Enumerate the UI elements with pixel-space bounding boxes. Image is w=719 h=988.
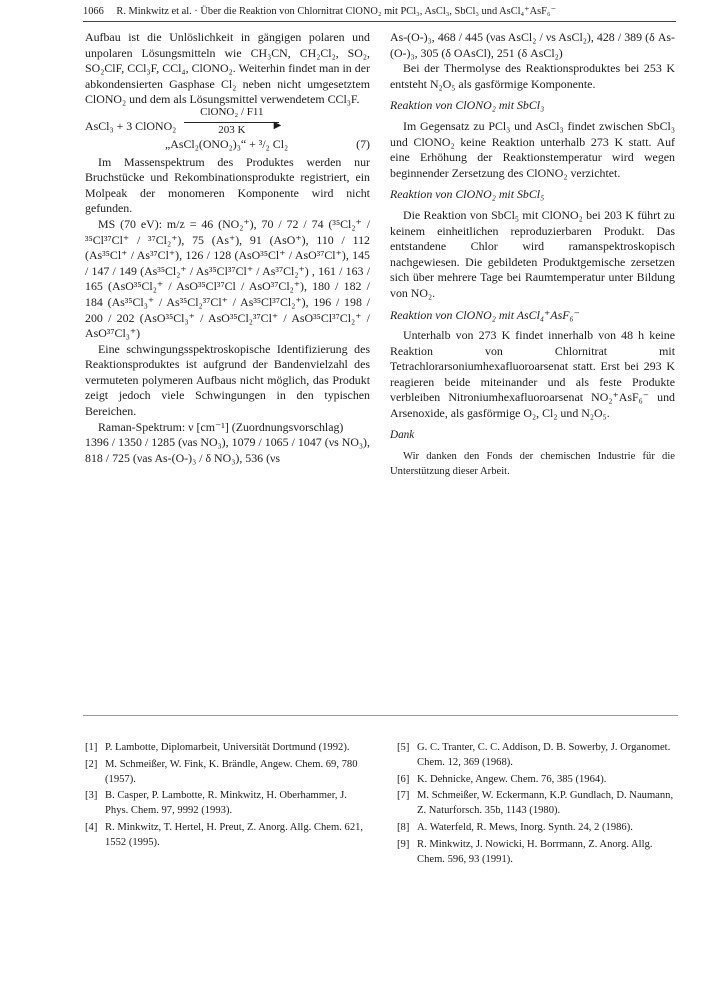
equation-rhs-line [85, 137, 370, 153]
reference-number: [8] [397, 821, 410, 833]
reference-text: P. Lambotte, Diplomarbeit, Universität Dortmund (1992). [105, 742, 350, 753]
reference-number: [4] [85, 821, 98, 833]
reference-item [397, 773, 677, 788]
paragraph-solubility: Aufbau ist die Unlöslichkeit in gängigen polaren und unpolaren Lösungsmitteln wie CH₃CN, CH₂Cl₂, SO₂, SO₂ClF, CCl₃F, CCl₄, ClONO₂. Weiterhin findet man in der abkondensierten Gasphase Cl₂ neben nicht umgesetztem ClONO₂ und dem als Lösungsmittel verwendetem CCl₃F. [85, 30, 370, 107]
reference-item [85, 821, 370, 851]
reference-item [397, 741, 677, 771]
reference-text: R. Minkwitz, J. Nowicki, H. Borrmann, Z. Anorg. Allg. Chem. 596, 93 (1991). [417, 838, 653, 865]
running-header [83, 5, 676, 22]
reference-text: G. C. Tranter, C. C. Addison, D. B. Sowerby, J. Organomet. Chem. 12, 369 (1968). [417, 742, 671, 768]
paragraph-sbcl3: Im Gegensatz zu PCl₃ und AsCl₃ findet zwischen SbCl₃ und ClONO₂ keine Reaktion unterhalb 273 K statt. Auf eine Erhöhung der Reaktionstemperatur wird wegen beginnender Zersetzung des ClONO₂ verzichtet. [390, 118, 675, 180]
equation-rhs: „AsCl₂(ONO₂)₃“ + ³/₂ Cl₂ [165, 136, 289, 151]
reference-text: R. Minkwitz, T. Hertel, H. Preut, Z. Anorg. Allg. Chem. 621, 1552 (1995). [105, 821, 364, 848]
raman-values-continued: As-(O-)₃, 468 / 445 (νas AsCl₂ / νs AsCl₂), 428 / 389 (δ As-(O-)₃, 305 (δ OAsCl), 251 (δ AsCl₂) [390, 30, 675, 60]
equation-lhs: AsCl₃ + 3 ClONO₂ [85, 119, 177, 134]
raman-heading: Raman-Spektrum: ν [cm⁻¹] (Zuordnungsvorschlag) [98, 419, 344, 434]
acknowledgement-text: Wir danken den Fonds der chemischen Industrie für die Unterstützung dieser Arbeit. [390, 451, 675, 478]
reference-number: [9] [397, 838, 410, 850]
reference-item [397, 821, 677, 836]
arrow-condition: 203 K [218, 123, 246, 136]
acknowledgement-heading: Dank [390, 428, 415, 441]
page-number: 1066 [83, 6, 104, 17]
reference-item [85, 789, 370, 819]
reference-number: [5] [397, 742, 410, 753]
reaction-equation-7 [85, 105, 370, 136]
references-divider [83, 715, 678, 716]
reference-item [85, 758, 370, 788]
reference-text: M. Schmeißer, W. Fink, K. Brändle, Angew. Chem. 69, 780 (1957). [105, 758, 358, 785]
section-heading-ascl4: Reaktion von ClONO₂ mit AsCl₄⁺AsF₆⁻ [390, 307, 580, 322]
reference-text: A. Waterfeld, R. Mews, Inorg. Synth. 24, 2 (1986). [417, 821, 633, 833]
paragraph-thermolysis: Bei der Thermolyse des Reaktionsproduktes bei 253 K entsteht N₂O₅ als gasförmige Komponente. [390, 61, 675, 91]
reference-number: [6] [397, 773, 410, 785]
reference-number: [2] [85, 758, 98, 770]
arrow-head-icon: ▶ [273, 119, 282, 131]
paragraph-sbcl5: Die Reaktion von SbCl₅ mit ClONO₂ bei 203 K führt zu keinem einheitlichen reproduzierbaren Produkt. Das entstandene Chlor wird ramanspektroskopisch nachgewiesen. Die gebildeten Produktgemische zersetzen sich über mehrere Tage bei Raumtemperatur unter Bildung von NO₂. [390, 207, 675, 300]
paragraph-ascl4: Unterhalb von 273 K findet innerhalb von 48 h keine Reaktion von Chlornitrat mit Tetrachlorarsoniumhexafluoroarsenat statt. Erst bei 293 K reagieren beide miteinander und als feste Produkte verbleiben Nitroniumhexafluoroarsenat NO₂⁺AsF₆⁻ und Arsenoxide, als gasförmige O₂, Cl₂ und N₂O₅. [390, 328, 675, 421]
reference-text: B. Casper, P. Lambotte, R. Minkwitz, H. Oberhammer, J. Phys. Chem. 97, 9992 (1993). [105, 790, 347, 817]
reference-text: K. Dehnicke, Angew. Chem. 76, 385 (1964). [417, 773, 607, 785]
left-column [85, 30, 370, 466]
ms-data: MS (70 eV): m/z = 46 (NO₂⁺), 70 / 72 / 74 (³⁵Cl₂⁺ / ³⁵Cl³⁷Cl⁺ / ³⁷Cl₂⁺), 75 (As⁺), 91 (AsO⁺), 110 / 112 (As³⁵Cl⁺ / As³⁷Cl⁺), 126 / 128 (AsO³⁵Cl⁺ / AsO³⁷Cl⁺), 145 / 147 / 149 (As³⁵Cl₂⁺ / As³⁵Cl³⁷Cl⁺ / As³⁷Cl₂⁺) , 161 / 163 / 165 (AsO³⁵Cl₂⁺ / AsO³⁵Cl³⁷Cl / AsO³⁷Cl₂⁺), 180 / 182 / 184 (As³⁵Cl₃⁺ / As³⁵Cl₂³⁷Cl⁺ / As³⁵Cl³⁷Cl₂⁺), 196 / 198 / 200 / 202 (AsO³⁵Cl₃⁺ / AsO³⁵Cl₂³⁷Cl⁺ / AsO³⁵Cl³⁷Cl₂⁺ / AsO³⁷Cl₃⁺) [85, 216, 370, 341]
reference-number: [1] [85, 742, 98, 753]
arrow-reagent: ClONO₂ / F11 [200, 105, 264, 118]
right-column [390, 30, 675, 479]
reaction-arrow [184, 105, 282, 136]
equation-number: (7) [356, 136, 370, 151]
reference-item [397, 789, 677, 819]
reference-text: M. Schmeißer, W. Eckermann, K.P. Gundlach, D. Naumann, Z. Naturforsch. 35b, 1143 (1980). [417, 790, 674, 817]
paragraph-vibrational: Eine schwingungsspektroskopische Identifizierung des Reaktionsproduktes ist aufgrund der Bandenvielzahl des vermuteten polymeren Aufbaus nicht möglich, das Produkt zeigt jedoch viele Schwingungen in den typischen Bereichen. [85, 341, 370, 419]
reference-number: [7] [397, 790, 410, 802]
references-right [397, 741, 677, 869]
reference-item [397, 838, 677, 868]
reference-number: [3] [85, 790, 98, 802]
running-title: R. Minkwitz et al. · Über die Reaktion von Chlornitrat ClONO₂ mit PCl₃, AsCl₃, SbCl₃ und AsCl₄⁺AsF₆⁻ [116, 6, 557, 17]
section-heading-sbcl3: Reaktion von ClONO₂ mit SbCl₃ [390, 98, 545, 113]
paragraph-mass-spectrum: Im Massenspektrum des Produktes werden nur Bruchstücke und Rekombinationsprodukte registriert, ein Molpeak der monomeren Komponente wird nicht gefunden. [85, 154, 370, 216]
reference-item [85, 741, 370, 756]
raman-values: 1396 / 1350 / 1285 (νas NO₃), 1079 / 1065 / 1047 (νs NO₃), 818 / 725 (νas As-(O-)₃ / δ NO₃), 536 (νs [85, 435, 370, 465]
references-left [85, 741, 370, 853]
section-heading-sbcl5: Reaktion von ClONO₂ mit SbCl₅ [390, 187, 545, 202]
